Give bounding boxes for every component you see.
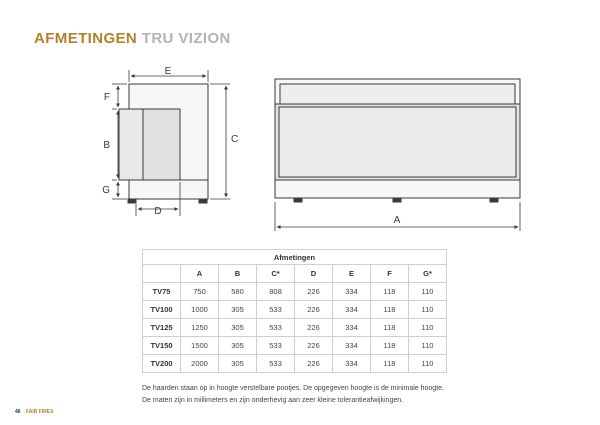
title-product: TRU VIZION (141, 30, 231, 47)
table-cell: 334 (333, 283, 371, 301)
table-cell: 334 (333, 319, 371, 337)
front-view-foot (393, 198, 401, 202)
front-view-top-panel (280, 84, 515, 104)
table-cell: 533 (257, 355, 295, 373)
table-cell: 305 (219, 355, 257, 373)
table-row (143, 355, 447, 373)
table-cell: 533 (257, 337, 295, 355)
table-cell: 110 (409, 301, 447, 319)
label-D: D (154, 206, 162, 217)
table-cell: 334 (333, 337, 371, 355)
front-view (275, 79, 520, 202)
table-header-cell: E (333, 265, 371, 283)
label-B: B (103, 140, 110, 151)
table-header-cell: B (219, 265, 257, 283)
table-header-cell: D (295, 265, 333, 283)
side-view (119, 84, 208, 203)
table-header-cell (143, 265, 181, 283)
table-cell: 110 (409, 283, 447, 301)
title-highlight: AFMETINGEN (34, 30, 138, 47)
table-cell: 118 (371, 283, 409, 301)
dimensions-table (142, 249, 447, 373)
table-cell: 110 (409, 337, 447, 355)
table-cell: 334 (333, 301, 371, 319)
table-cell-model: TV200 (143, 355, 181, 373)
footnote: De haarden staan op in hoogte verstelbare pootjes. De opgegeven hoogte is de minimale hoogte. (142, 385, 444, 392)
table-cell: 118 (371, 337, 409, 355)
table-header-row (143, 265, 447, 283)
table-cell: 226 (295, 319, 333, 337)
table-cell: 750 (181, 283, 219, 301)
brand-name: FAIR FIRES (25, 409, 54, 415)
footnotes (142, 383, 444, 406)
table-header-cell: A (181, 265, 219, 283)
table-cell: 118 (371, 301, 409, 319)
label-E: E (164, 66, 172, 77)
front-view-inner-glass (279, 107, 516, 177)
table-cell: 305 (219, 301, 257, 319)
side-view-foot (199, 199, 207, 203)
table-cell: 110 (409, 355, 447, 373)
table-cell: 533 (257, 301, 295, 319)
table-cell: 118 (371, 355, 409, 373)
table-cell: 808 (257, 283, 295, 301)
dimension-C (210, 84, 230, 199)
side-view-front-panel (119, 109, 143, 180)
table-cell: 305 (219, 337, 257, 355)
front-view-foot (294, 198, 302, 202)
table-header-cell: F (371, 265, 409, 283)
table-cell: 1500 (181, 337, 219, 355)
label-A: A (393, 215, 401, 226)
table-cell: 226 (295, 301, 333, 319)
table-cell: 110 (409, 319, 447, 337)
label-F: F (103, 92, 110, 103)
table-row (143, 283, 447, 301)
table-cell: 334 (333, 355, 371, 373)
table-cell-model: TV150 (143, 337, 181, 355)
table-cell: 1000 (181, 301, 219, 319)
page-number: 46 (15, 409, 21, 415)
table-row (143, 319, 447, 337)
table-header-cell: C* (257, 265, 295, 283)
footnote: De maten zijn in millimeters en zijn onderhevig aan zeer kleine tolerantieafwijkingen. (142, 396, 404, 404)
table-cell: 226 (295, 355, 333, 373)
table-cell: 533 (257, 319, 295, 337)
table-cell: 118 (371, 319, 409, 337)
side-view-inner-panel (143, 109, 180, 180)
table-cell-model: TV100 (143, 301, 181, 319)
table-caption: Afmetingen (143, 250, 447, 265)
table-row (143, 301, 447, 319)
table-cell: 2000 (181, 355, 219, 373)
front-view-foot (490, 198, 498, 202)
table-cell-model: TV75 (143, 283, 181, 301)
table-cell: 305 (219, 319, 257, 337)
side-view-foot (128, 199, 136, 203)
table-cell: 1250 (181, 319, 219, 337)
table-header-cell: G* (409, 265, 447, 283)
table-cell: 226 (295, 337, 333, 355)
table-cell: 580 (219, 283, 257, 301)
label-C: C (231, 134, 239, 145)
label-G: G (102, 185, 110, 196)
table-cell-model: TV125 (143, 319, 181, 337)
table-row (143, 337, 447, 355)
page-footer (15, 409, 53, 415)
table-cell: 226 (295, 283, 333, 301)
